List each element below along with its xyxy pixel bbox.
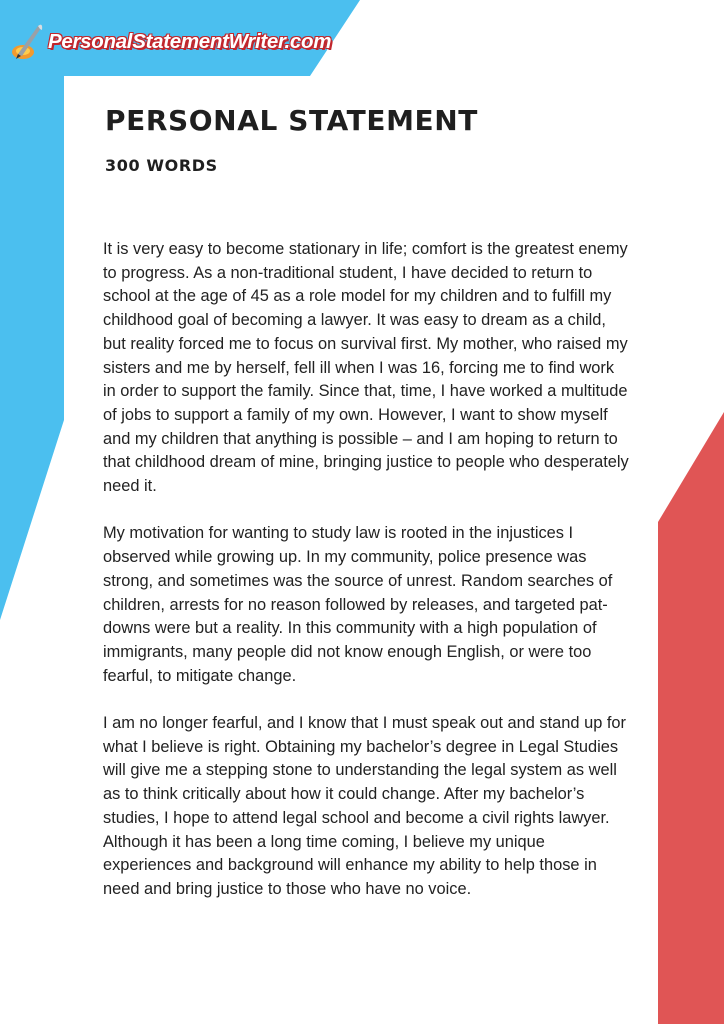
red-right-shape: [658, 412, 724, 1024]
statement-body: [103, 238, 631, 925]
quill-pen-icon: [10, 22, 44, 62]
page-title: PERSONAL STATEMENT: [105, 104, 479, 137]
paragraph-2: My motivation for wanting to study law is rooted in the injustices I observed while growing up. In my community, police presence was strong, and sometimes was the source of unrest. Random searches of children, arrests for no reason followed by releases, and targeted pat-downs were but a reality. In this community with a high population of immigrants, many people did not know enough English, or were too fearful, to mitigate change.: [103, 524, 613, 685]
paragraph-3: I am no longer fearful, and I know that I must speak out and stand up for what I believe is right. Obtaining my bachelor’s degree in Legal Studies will give me a stepping stone to understanding the legal system as well as to think critically about how it could change. After my bachelor’s studies, I hope to attend legal school and become a civil rights lawyer. Although it has been a long time coming, I believe my unique experiences and background will enhance my ability to help those in need and bring justice to those who have no voice.: [103, 714, 626, 898]
page-subtitle: 300 WORDS: [105, 156, 218, 175]
brand-logo[interactable]: [10, 22, 331, 62]
logo-text: PersonalStatementWriter.com: [48, 30, 332, 53]
paragraph-1: It is very easy to become stationary in life; comfort is the greatest enemy to progress. As a non-traditional student, I have decided to return to school at the age of 45 as a role model for my children and to fulfill my childhood goal of becoming a lawyer. It was easy to dream as a child, but reality forced me to focus on survival first. My mother, who raised my sisters and me by herself, fell ill when I was 16, forcing me to find work in order to support the family. Since that, time, I have worked a multitude of jobs to support a family of my own. However, I want to show myself and my children that anything is possible – and I am hoping to return to that childhood dream of mine, bringing justice to people who desperately need it.: [103, 240, 629, 496]
